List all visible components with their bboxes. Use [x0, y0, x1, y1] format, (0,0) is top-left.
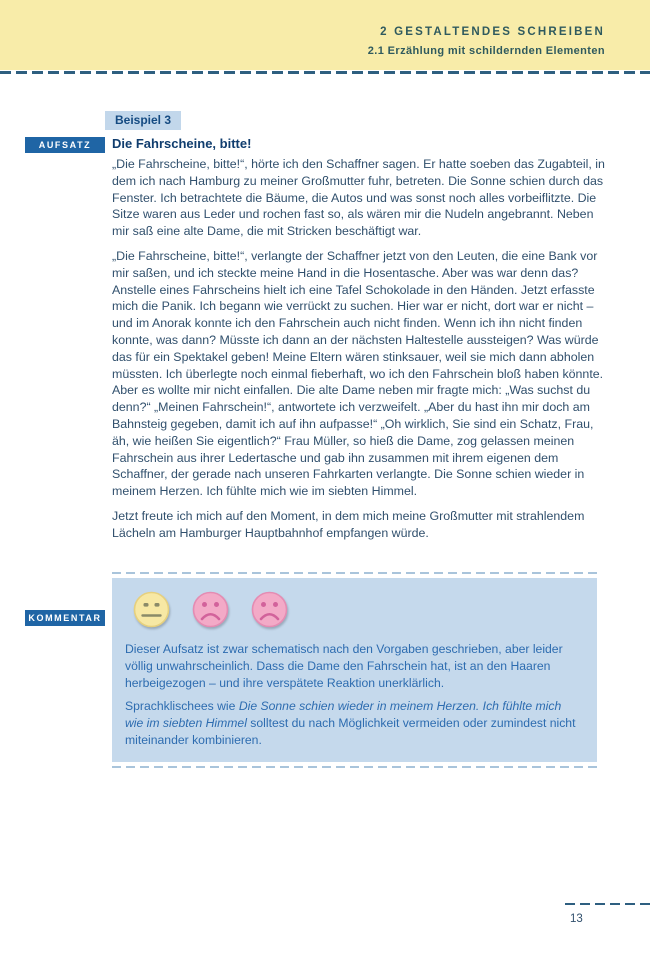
kommentar-paragraph	[125, 698, 581, 749]
essay-paragraph: Jetzt freute ich mich auf den Moment, in dem mich meine Großmutter mit strahlendem Lächeln am Hamburger Hauptbahnhof empfangen würde.	[112, 508, 585, 540]
essay-title: Die Fahrscheine, bitte!	[112, 136, 252, 151]
kommentar-box	[112, 578, 597, 762]
page-header-band	[0, 0, 650, 70]
kommentar-text: solltest du nach Möglichkeit vermeiden oder zumindest nicht miteinander kombinieren.	[125, 716, 576, 747]
essay-paragraph: „Die Fahrscheine, bitte!“, hörte ich den Schaffner sagen. Er hatte soeben das Zugabteil, in dem ich nach Hamburg zu meiner Großmutter fuhr, betreten. Die Sonne schien durch das Fenster. Ich betrachtete die Bäume, die Autos und was sonst noch alles vorbeiflitzte. Die Sitze waren aus Leder und rochen fast so, als wären mir die Nudeln angebrannt. Neben mir saß eine alte Dame, die mit Stricken beschäftigt war.	[112, 157, 605, 239]
smiley-neutral-icon	[133, 591, 170, 628]
chapter-heading: 2 GESTALTENDES SCHREIBEN	[380, 26, 605, 38]
kommentar-bottom-dashed-divider	[112, 766, 597, 768]
kommentar-margin-label: KOMMENTAR	[25, 610, 105, 626]
essay-section	[112, 136, 609, 550]
page-number: 13	[570, 913, 583, 925]
kommentar-top-dashed-divider	[112, 572, 597, 574]
rating-smileys	[133, 591, 581, 628]
kommentar-section	[112, 572, 597, 768]
aufsatz-margin-label: AUFSATZ	[25, 137, 105, 153]
footer-dashed-divider	[565, 903, 650, 905]
smiley-sad-icon	[251, 591, 288, 628]
kommentar-text: Sprachklischees wie	[125, 699, 239, 713]
header-dashed-divider	[0, 71, 650, 74]
kommentar-quoted-cliche: Die Sonne schien wieder in meinem Herzen. Ich fühlte mich wie im siebten Himmel	[125, 699, 562, 730]
essay-paragraph: „Die Fahrscheine, bitte!“, verlangte der Schaffner jetzt von den Leuten, die eine Bank vor mir saßen, und ich steckte meine Hand in die Hosentasche. Aber was war denn das? Anstelle eines Fahrscheins hielt ich eine Tafel Schokolade in den Händen. Jetzt erfasste mich die Panik. Ich begann wie verrückt zu suchen. Hier war er nicht, dort war er nicht – und im Anorak konnte ich den Fahrschein auch nicht finden. Wenn ich ihn nicht finden konnte, was dann? Müsste ich dann an der nächsten Haltestelle aussteigen? Was würde das für ein Spektakel geben! Meine Eltern wären stinksauer, weil sie mich dann abholen müssten. Ich überlegte noch einmal fieberhaft, wo ich den Fahrschein bloß haben könnte. Aber es wollte mir nicht einfallen. Die alte Dame neben mir fragte mich: „Was suchst du denn?“ „Meinen Fahrschein!“, antwortete ich verzweifelt. „Aber du hast ihn mir doch am Bahnsteig gegeben, damit ich auf ihn aufpasse!“ „Oh wirklich, Sie sind ein Schatz, Frau, äh, wie heißen Sie eigentlich?“ Frau Müller, so hieß die Dame, zog gelassen meinen Fahrschein aus ihrer Ledertasche und gab ihn zusammen mit ihrem eigenen dem Schaffner, der gerade nach unseren Fahrkarten verlangte. Die Sonne schien wieder in meinem Herzen. Ich fühlte mich wie im siebten Himmel.	[112, 248, 604, 499]
section-heading: 2.1 Erzählung mit schildernden Elementen	[367, 45, 605, 57]
example-badge: Beispiel 3	[105, 111, 181, 130]
kommentar-paragraph: Dieser Aufsatz ist zwar schematisch nach den Vorgaben geschrieben, aber leider völlig unwahrscheinlich. Dass die Dame den Fahrschein hat, ist an den Haaren herbeigezogen – und ihre verspätete Reaktion unerklärlich.	[125, 642, 563, 690]
smiley-sad-icon	[192, 591, 229, 628]
